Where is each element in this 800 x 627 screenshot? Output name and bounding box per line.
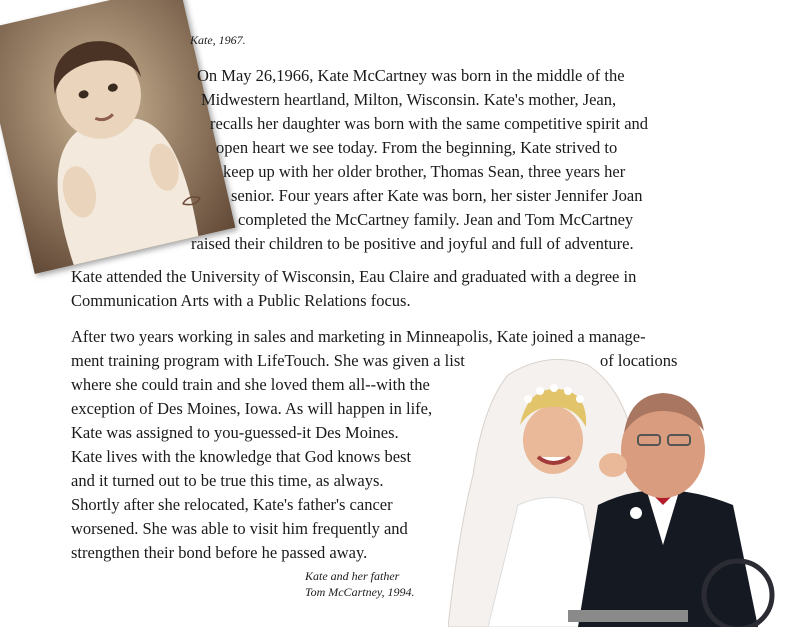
text-line: senior. Four years after Kate was born, her sister Jennifer Joan — [231, 186, 643, 205]
text-line: exception of Des Moines, Iowa. As will happen in life, — [71, 399, 433, 418]
text-line: Midwestern heartland, Milton, Wisconsin. Kate's mother, Jean, — [201, 90, 617, 109]
text-line: Kate was assigned to you-guessed-it Des Moines. — [71, 423, 399, 442]
caption-father-line1: Kate and her father — [305, 569, 400, 583]
text-line: and it turned out to be true this time, as always. — [71, 471, 384, 490]
text-line: raised their children to be positive and joyful and full of adventure. — [191, 234, 634, 253]
wedding-photo — [448, 355, 778, 627]
text-line: of locations — [600, 351, 678, 370]
text-line: recalls her daughter was born with the same competitive spirit and — [210, 114, 649, 133]
caption-father — [305, 568, 415, 600]
caption-kate-1967: Kate, 1967. — [190, 33, 246, 47]
text-line: where she could train and she loved them all--with the — [71, 375, 430, 394]
text-line: completed the McCartney family. Jean and Tom McCartney — [238, 210, 634, 229]
text-line: Kate lives with the knowledge that God knows best — [71, 447, 412, 466]
text-line: Communication Arts with a Public Relations focus. — [71, 291, 411, 310]
text-line: Shortly after she relocated, Kate's father's cancer — [71, 495, 393, 514]
text-line: After two years working in sales and marketing in Minneapolis, Kate joined a manage- — [71, 327, 646, 346]
text-line: ment training program with LifeTouch. She was given a list — [71, 351, 465, 370]
text-line: Kate attended the University of Wisconsin, Eau Claire and graduated with a degree in — [71, 267, 637, 286]
text-line: open heart we see today. From the beginning, Kate strived to — [216, 138, 618, 157]
text-line: strengthen their bond before he passed away. — [71, 543, 368, 562]
caption-father-line2: Tom McCartney, 1994. — [305, 585, 415, 599]
wedding-photo-image — [448, 355, 778, 627]
text-line: worsened. She was able to visit him frequently and — [71, 519, 408, 538]
text-line: On May 26,1966, Kate McCartney was born in the middle of the — [197, 66, 625, 85]
text-line: keep up with her older brother, Thomas Sean, three years her — [223, 162, 626, 181]
